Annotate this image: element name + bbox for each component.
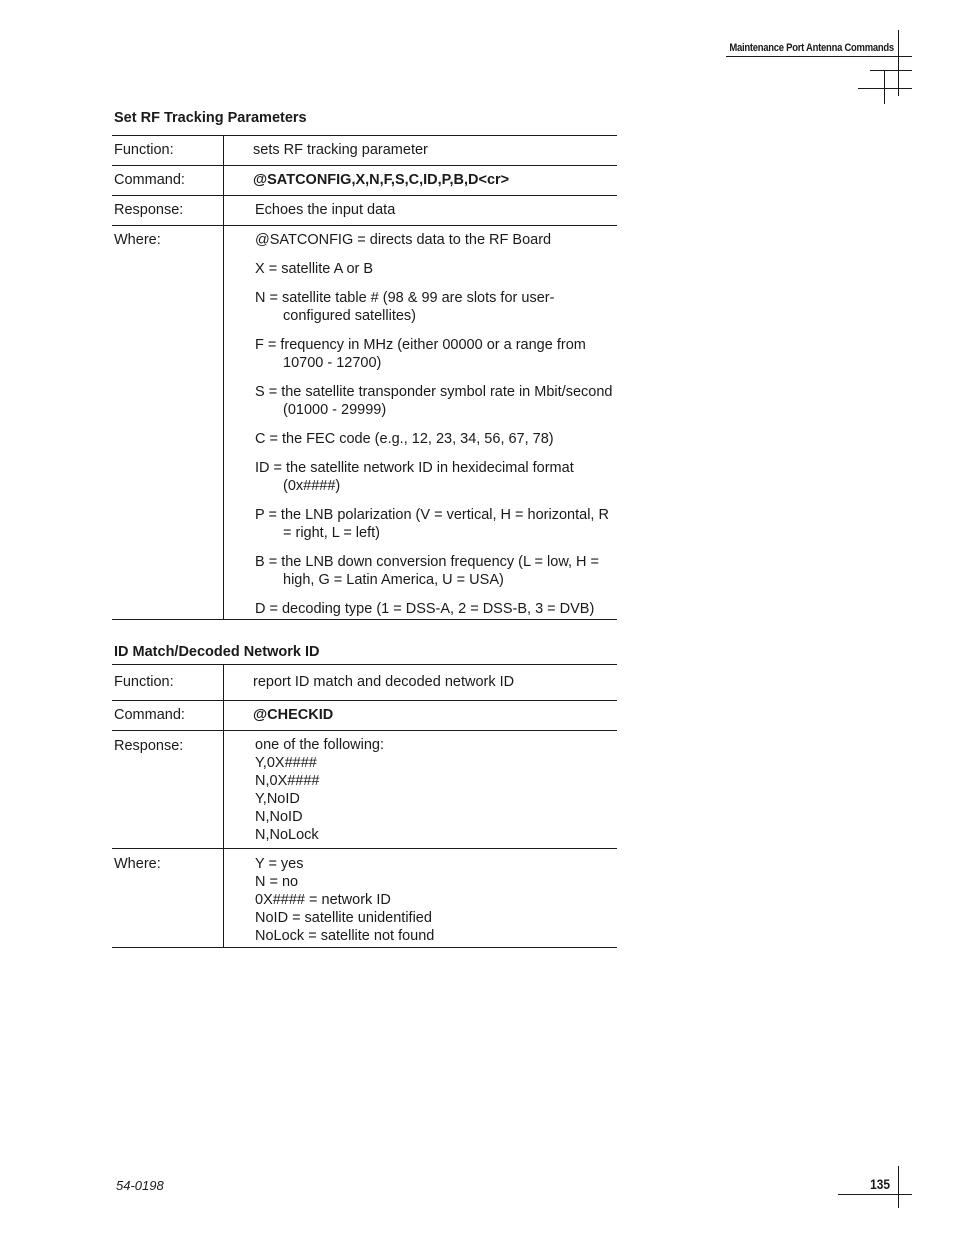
response-line: one of the following: [255, 737, 384, 753]
command-label-cell [112, 701, 224, 731]
response-line: N,0X#### [255, 773, 320, 789]
where-param-b: B = the LNB down conversion frequency (L = low, H = high, G = Latin America, U = USA) [255, 554, 600, 588]
running-header-title: Maintenance Port Antenna Commands [729, 42, 894, 54]
where-param-s: S = the satellite transponder symbol rate in Mbit/second (01000 - 29999) [255, 384, 613, 418]
where-param-x: X = satellite A or B [255, 261, 374, 277]
crop-mark-vertical-top [898, 30, 899, 96]
where-value-cell [224, 849, 618, 948]
command-value: @CHECKID [253, 707, 334, 723]
response-value-cell [224, 731, 618, 849]
command-label: Command: [114, 172, 185, 188]
table-row [112, 701, 617, 731]
where-line: N = no [255, 874, 299, 890]
where-label: Where: [114, 856, 161, 872]
crop-mark-horizontal-mid [858, 88, 912, 89]
table-row [112, 166, 617, 196]
response-value-cell [224, 196, 618, 226]
command-value-cell [224, 701, 618, 731]
section-heading-set-rf-tracking: Set RF Tracking Parameters [114, 110, 307, 126]
function-value: report ID match and decoded network ID [253, 674, 515, 690]
table-row [112, 136, 617, 166]
command-value: @SATCONFIG,X,N,F,S,C,ID,P,B,D<cr> [253, 172, 510, 188]
command-label: Command: [114, 707, 185, 723]
table-row [112, 665, 617, 701]
crop-mark-vertical-mid [884, 70, 885, 104]
table-row [112, 226, 617, 620]
function-value-cell [224, 665, 618, 701]
where-param-n: N = satellite table # (98 & 99 are slots for user-configured satellites) [255, 290, 555, 324]
id-match-table [112, 664, 617, 948]
where-label-cell [112, 849, 224, 948]
command-value-cell [224, 166, 618, 196]
table-row [112, 731, 617, 849]
response-line: Y,NoID [255, 791, 300, 807]
response-line: Y,0X#### [255, 755, 317, 771]
response-line: N,NoLock [255, 827, 319, 843]
crop-mark-horizontal-short [870, 70, 912, 71]
response-label-cell [112, 731, 224, 849]
where-param-c: C = the FEC code (e.g., 12, 23, 34, 56, 67, 78) [255, 431, 554, 447]
function-value: sets RF tracking parameter [253, 142, 428, 158]
function-label: Function: [114, 142, 174, 158]
response-label: Response: [114, 202, 184, 218]
set-rf-tracking-table [112, 135, 617, 620]
where-line: Y = yes [255, 856, 304, 872]
section-heading-id-match: ID Match/Decoded Network ID [114, 644, 320, 660]
page-number: 135 [870, 1176, 890, 1192]
response-value: Echoes the input data [255, 202, 396, 218]
response-label: Response: [114, 738, 184, 754]
where-param-id: ID = the satellite network ID in hexidecimal format (0x####) [255, 460, 574, 494]
where-lines [255, 849, 617, 947]
where-param-satconfig: @SATCONFIG = directs data to the RF Board [255, 232, 552, 248]
response-line: N,NoID [255, 809, 303, 825]
where-value-cell [224, 226, 618, 620]
function-label-cell [112, 665, 224, 701]
function-label: Function: [114, 674, 174, 690]
function-label-cell [112, 136, 224, 166]
where-parameter-list [255, 226, 617, 619]
table-row [112, 849, 617, 948]
where-line: NoID = satellite unidentified [255, 910, 432, 926]
where-param-p: P = the LNB polarization (V = vertical, H = horizontal, R = right, L = left) [255, 507, 609, 541]
where-line: NoLock = satellite not found [255, 928, 435, 944]
document-number: 54-0198 [116, 1178, 164, 1193]
where-label-cell [112, 226, 224, 620]
command-label-cell [112, 166, 224, 196]
where-line: 0X#### = network ID [255, 892, 391, 908]
where-param-d: D = decoding type (1 = DSS-A, 2 = DSS-B, 3 = DVB) [255, 601, 595, 617]
response-label-cell [112, 196, 224, 226]
where-label: Where: [114, 232, 161, 248]
crop-mark-footer-vertical [898, 1166, 899, 1208]
where-param-f: F = frequency in MHz (either 00000 or a range from 10700 - 12700) [255, 337, 586, 371]
crop-mark-header-underline [726, 56, 912, 57]
function-value-cell [224, 136, 618, 166]
crop-mark-footer-underline [838, 1194, 912, 1195]
response-lines [255, 731, 617, 848]
table-row [112, 196, 617, 226]
